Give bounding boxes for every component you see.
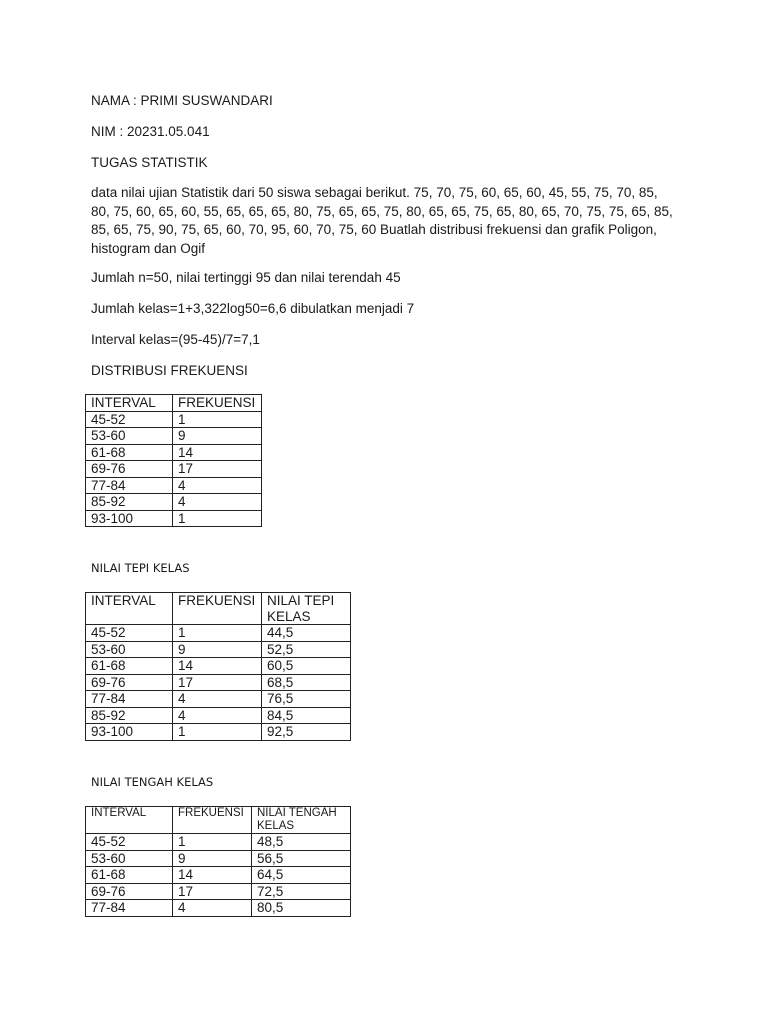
table-cell: 17: [173, 461, 262, 478]
table-cell: 1: [173, 724, 262, 741]
table-cell: 53-60: [86, 641, 173, 658]
table-row: [86, 625, 351, 642]
table-cell: 72,5: [252, 883, 351, 900]
table-row: [86, 707, 351, 724]
table-cell: 93-100: [86, 510, 173, 527]
table-cell: 80,5: [252, 900, 351, 917]
table-row: [86, 428, 262, 445]
table-row: [86, 641, 351, 658]
table-row: [86, 444, 262, 461]
problem-statement: data nilai ujian Statistik dari 50 siswa sebagai berikut. 75, 70, 75, 60, 65, 60, 45, 55, 75, 70, 85, 80, 75, 60, 65, 60, 55, 65, 65, 65, 80, 75, 65, 65, 75, 80, 65, 65, 75, 65, 80, 65, 70, 75, 75, 65, 85, 85, 65, 75, 90, 75, 65, 60, 70, 95, 60, 70, 75, 60 Buatlah distribusi frekuensi dan grafik Poligon, histogram dan Ogif: [91, 185, 673, 256]
table-cell: 64,5: [252, 867, 351, 884]
frequency-distribution-table: [85, 394, 262, 527]
table-cell: 9: [173, 641, 262, 658]
table-cell: 45-52: [86, 625, 173, 642]
table-cell: 61-68: [86, 444, 173, 461]
table-row: [86, 674, 351, 691]
table-cell: 1: [173, 411, 262, 428]
table-cell: 1: [173, 625, 262, 642]
table-row: [86, 900, 351, 917]
table-row: [86, 850, 351, 867]
table-cell: 45-52: [86, 411, 173, 428]
table-header-row: [86, 807, 351, 834]
class-count-formula: Jumlah kelas=1+3,322log50=6,6 dibulatkan menjadi 7: [91, 301, 415, 316]
table-cell: 4: [173, 900, 252, 917]
table-cell: 48,5: [252, 834, 351, 851]
table-cell: 52,5: [262, 641, 351, 658]
table-cell: 85-92: [86, 494, 173, 511]
table-cell: 1: [173, 834, 252, 851]
table-row: [86, 658, 351, 675]
table-cell: 56,5: [252, 850, 351, 867]
table-cell: 69-76: [86, 461, 173, 478]
table-cell: 93-100: [86, 724, 173, 741]
table-row: [86, 461, 262, 478]
table-cell: 14: [173, 658, 262, 675]
column-header: FREKUENSI: [173, 593, 262, 625]
table-cell: 4: [173, 707, 262, 724]
table-cell: 17: [173, 674, 262, 691]
table-row: [86, 477, 262, 494]
table-cell: 53-60: [86, 428, 173, 445]
table-cell: 4: [173, 691, 262, 708]
class-midpoint-heading: NILAI TENGAH KELAS: [91, 775, 214, 789]
distribution-heading: DISTRIBUSI FREKUENSI: [91, 363, 248, 378]
table-cell: 9: [173, 850, 252, 867]
student-nim: NIM : 20231.05.041: [91, 124, 210, 139]
table-cell: 14: [173, 444, 262, 461]
table-row: [86, 867, 351, 884]
table-row: [86, 411, 262, 428]
table-cell: 77-84: [86, 691, 173, 708]
column-header: INTERVAL: [86, 593, 173, 625]
table-cell: 76,5: [262, 691, 351, 708]
table-header-row: [86, 395, 262, 412]
column-header: INTERVAL: [86, 395, 173, 412]
table-cell: 84,5: [262, 707, 351, 724]
table-row: [86, 494, 262, 511]
sample-summary: Jumlah n=50, nilai tertinggi 95 dan nilai terendah 45: [91, 270, 401, 285]
table-cell: 60,5: [262, 658, 351, 675]
table-row: [86, 510, 262, 527]
table-cell: 14: [173, 867, 252, 884]
column-header: INTERVAL: [86, 807, 173, 834]
table-cell: 68,5: [262, 674, 351, 691]
table-cell: 4: [173, 494, 262, 511]
table-cell: 61-68: [86, 658, 173, 675]
table-row: [86, 883, 351, 900]
assignment-title: TUGAS STATISTIK: [91, 155, 208, 170]
column-header: FREKUENSI: [173, 807, 252, 834]
table-cell: 85-92: [86, 707, 173, 724]
student-name: NAMA : PRIMI SUSWANDARI: [91, 93, 273, 108]
table-row: [86, 724, 351, 741]
class-boundary-table: [85, 592, 351, 741]
column-header: NILAI TENGAH KELAS: [252, 807, 351, 834]
table-cell: 17: [173, 883, 252, 900]
table-header-row: [86, 593, 351, 625]
class-boundary-heading: NILAI TEPI KELAS: [91, 561, 190, 575]
class-interval-formula: Interval kelas=(95-45)/7=7,1: [91, 332, 260, 347]
table-row: [86, 691, 351, 708]
table-cell: 45-52: [86, 834, 173, 851]
table-cell: 1: [173, 510, 262, 527]
column-header: NILAI TEPI KELAS: [262, 593, 351, 625]
column-header: FREKUENSI: [173, 395, 262, 412]
table-cell: 61-68: [86, 867, 173, 884]
table-cell: 53-60: [86, 850, 173, 867]
table-cell: 44,5: [262, 625, 351, 642]
table-cell: 69-76: [86, 883, 173, 900]
class-midpoint-table: [85, 806, 351, 917]
table-cell: 9: [173, 428, 262, 445]
table-cell: 77-84: [86, 900, 173, 917]
table-cell: 4: [173, 477, 262, 494]
table-cell: 92,5: [262, 724, 351, 741]
table-cell: 69-76: [86, 674, 173, 691]
table-cell: 77-84: [86, 477, 173, 494]
table-row: [86, 834, 351, 851]
